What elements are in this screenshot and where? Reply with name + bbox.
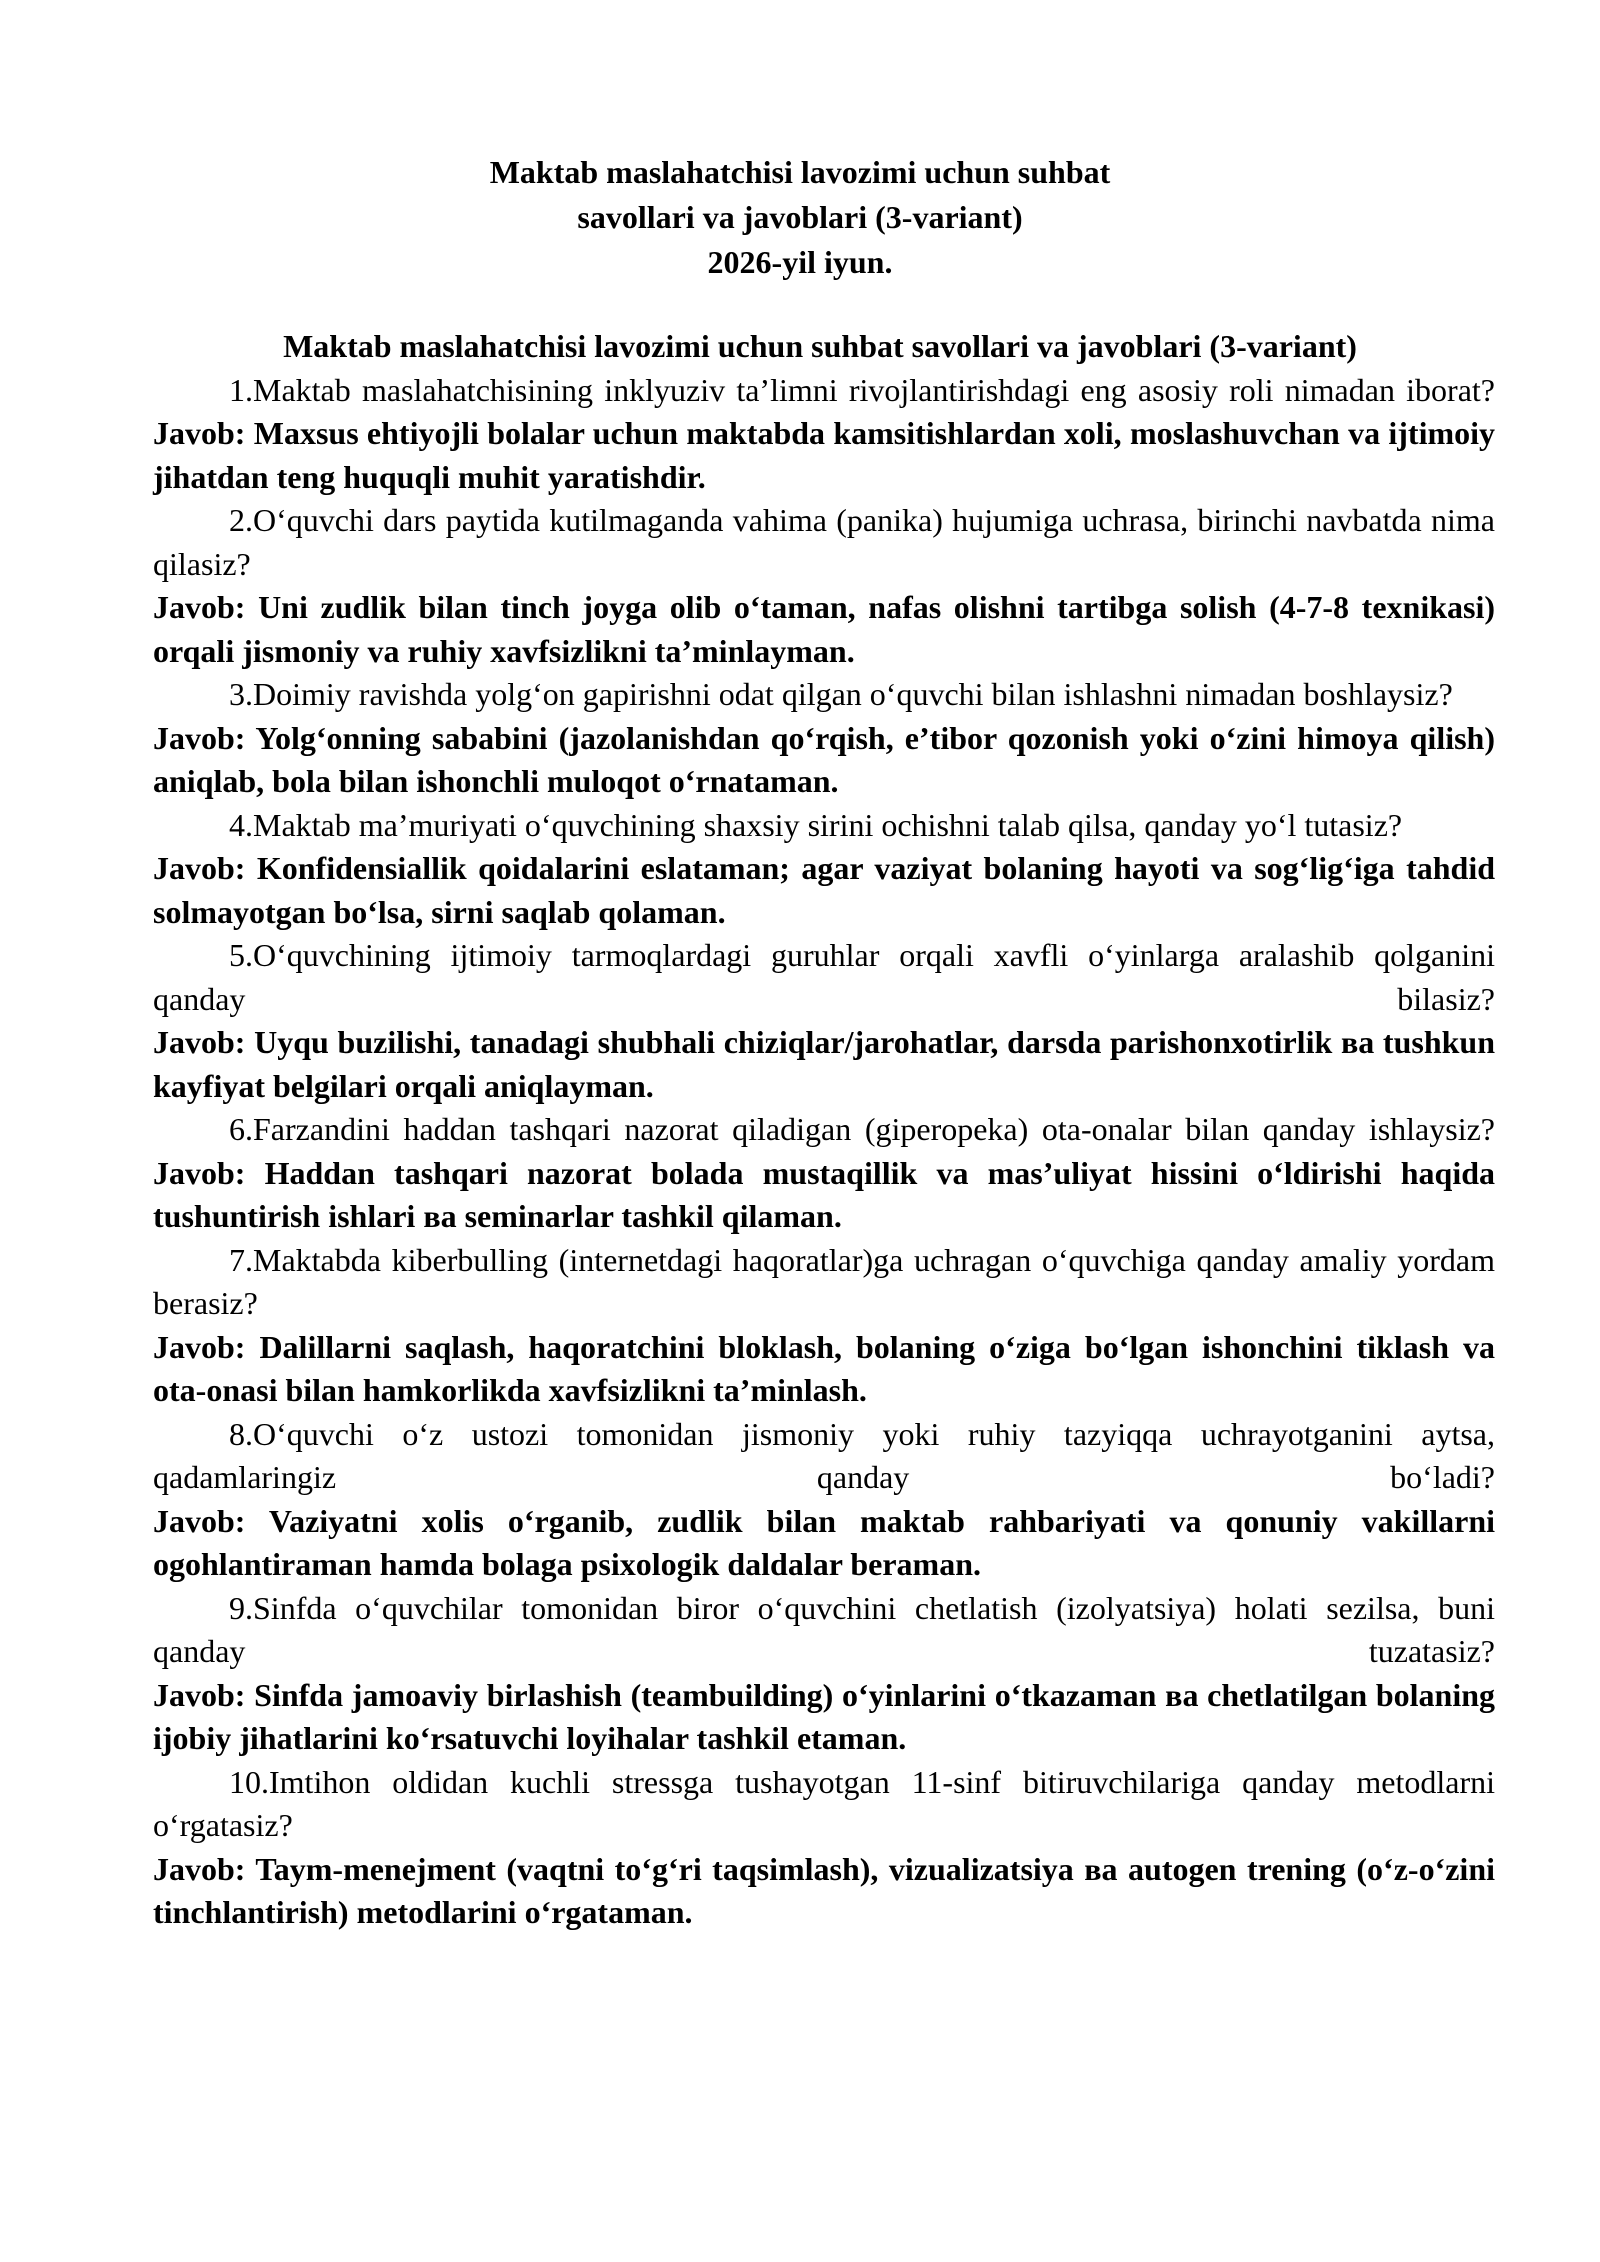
question-text: Sinfda o‘quvchilar tomonidan biror o‘quvchini chetlatish (izolyatsiya) holati sezilsa, buni qanday tuzatasiz? <box>153 1589 1495 1669</box>
qa-item-10 <box>153 1761 1495 1935</box>
qa-item-8 <box>153 1413 1495 1587</box>
question-number: 2. <box>229 502 253 538</box>
qa-item-4 <box>153 804 1495 935</box>
question-text: O‘quvchining ijtimoiy tarmoqlardagi guruhlar orqali xavfli o‘yinlarga aralashib qolganini qanday bilasiz? <box>153 937 1495 1017</box>
answer: Javob: Yolg‘onning sababini (jazolanishdan qo‘rqish, e’tibor qozonish yoki o‘zini himoya qilish) aniqlab, bola bilan ishonchli muloqot o‘rnataman. <box>153 719 1495 799</box>
question <box>153 369 1495 413</box>
question-number: 1. <box>229 371 253 408</box>
answer: Javob: Taym-menejment (vaqtni to‘g‘ri taqsimlash), vizualizatsiya ва autogen trening (o‘z-o‘zini tinchlantirish) metodlarini o‘rgataman. <box>153 1850 1495 1930</box>
qa-item-1 <box>153 369 1495 500</box>
content-title: Maktab maslahatchisi lavozimi uchun suhbat savollari va javoblari (3-variant) <box>283 328 1357 364</box>
answer: Javob: Dalillarni saqlash, haqoratchini bloklash, bolaning o‘ziga bo‘lgan ishonchini tiklash va ota-onasi bilan hamkorlikda xavfsizlikni ta’minlash. <box>153 1328 1495 1408</box>
question <box>153 1239 1495 1326</box>
qa-item-7 <box>153 1239 1495 1413</box>
question-text: O‘quvchi dars paytida kutilmaganda vahima (panika) hujumiga uchrasa, birinchi navbatda nima qilasiz? <box>153 502 1495 582</box>
question-number: 9. <box>229 1589 253 1626</box>
answer: Javob: Uni zudlik bilan tinch joyga olib o‘taman, nafas olishni tartibga solish (4-7-8 texnikasi) orqali jismoniy va ruhiy xavfsizlikni ta’minlayman. <box>153 589 1495 669</box>
question-number: 3. <box>229 676 253 712</box>
question-number: 8. <box>229 1415 253 1452</box>
question-number: 10. <box>229 1763 269 1800</box>
question <box>153 1587 1495 1674</box>
document-body <box>153 325 1495 1935</box>
answer: Javob: Konfidensiallik qoidalarini eslataman; agar vaziyat bolaning hayoti va sog‘lig‘iga tahdid solmayotgan bo‘lsa, sirni saqlab qolaman. <box>153 850 1495 930</box>
header-title-line-1: Maktab maslahatchisi lavozimi uchun suhbat <box>489 154 1111 190</box>
qa-item-9 <box>153 1587 1495 1761</box>
qa-item-6 <box>153 1108 1495 1239</box>
qa-item-3 <box>153 673 1495 804</box>
header-date: 2026-yil iyun. <box>707 244 893 280</box>
question <box>153 1108 1495 1152</box>
question-number: 7. <box>229 1241 253 1278</box>
qa-item-5 <box>153 934 1495 1108</box>
answer: Javob: Sinfda jamoaviy birlashish (teambuilding) o‘yinlarini o‘tkazaman ва chetlatilgan bolaning ijobiy jihatlarini ko‘rsatuvchi loyihalar tashkil etaman. <box>153 1676 1495 1756</box>
question-text: Imtihon oldidan kuchli stressga tushayotgan 11-sinf bitiruvchilariga qanday metodlarni o‘rgatasiz? <box>153 1763 1495 1843</box>
question-number: 4. <box>229 806 253 843</box>
question <box>153 804 1495 848</box>
question-text: Farzandini haddan tashqari nazorat qiladigan (giperopeka) ota-onalar bilan qanday ishlaysiz? <box>253 1111 1495 1147</box>
answer: Javob: Haddan tashqari nazorat bolada mustaqillik va mas’uliyat hissini o‘ldirishi haqida tushuntirish ishlari ва seminarlar tashkil qilaman. <box>153 1154 1495 1234</box>
question <box>153 934 1495 1021</box>
qa-item-2 <box>153 499 1495 673</box>
question <box>153 1413 1495 1500</box>
document-header <box>0 150 1600 285</box>
question-text: Maktab ma’muriyati o‘quvchining shaxsiy sirini ochishni talab qilsa, qanday yo‘l tutasiz? <box>253 806 1403 843</box>
answer: Javob: Uyqu buzilishi, tanadagi shubhali chiziqlar/jarohatlar, darsda parishonxotirlik ва tushkun kayfiyat belgilari orqali aniqlayman. <box>153 1024 1495 1104</box>
header-title-line-2: savollari va javoblari (3-variant) <box>577 199 1023 235</box>
question <box>153 673 1495 717</box>
question <box>153 499 1495 586</box>
question-text: O‘quvchi o‘z ustozi tomonidan jismoniy yoki ruhiy tazyiqqa uchrayotganini aytsa, qadamlaringiz qanday bo‘ladi? <box>153 1415 1495 1495</box>
question-number: 5. <box>229 937 253 973</box>
question-number: 6. <box>229 1111 253 1147</box>
answer: Javob: Vaziyatni xolis o‘rganib, zudlik bilan maktab rahbariyati va qonuniy vakillarni ogohlantiraman hamda bolaga psixologik daldalar beraman. <box>153 1502 1495 1582</box>
question <box>153 1761 1495 1848</box>
question-text: Maktab maslahatchisining inklyuziv ta’limni rivojlantirishdagi eng asosiy roli nimadan iborat? <box>253 371 1495 408</box>
question-text: Maktabda kiberbulling (internetdagi haqoratlar)ga uchragan o‘quvchiga qanday amaliy yordam berasiz? <box>153 1241 1495 1321</box>
answer: Javob: Maxsus ehtiyojli bolalar uchun maktabda kamsitishlardan xoli, moslashuvchan va ijtimoiy jihatdan teng huquqli muhit yaratishdir. <box>153 415 1495 495</box>
question-text: Doimiy ravishda yolg‘on gapirishni odat qilgan o‘quvchi bilan ishlashni nimadan boshlaysiz? <box>253 676 1453 712</box>
